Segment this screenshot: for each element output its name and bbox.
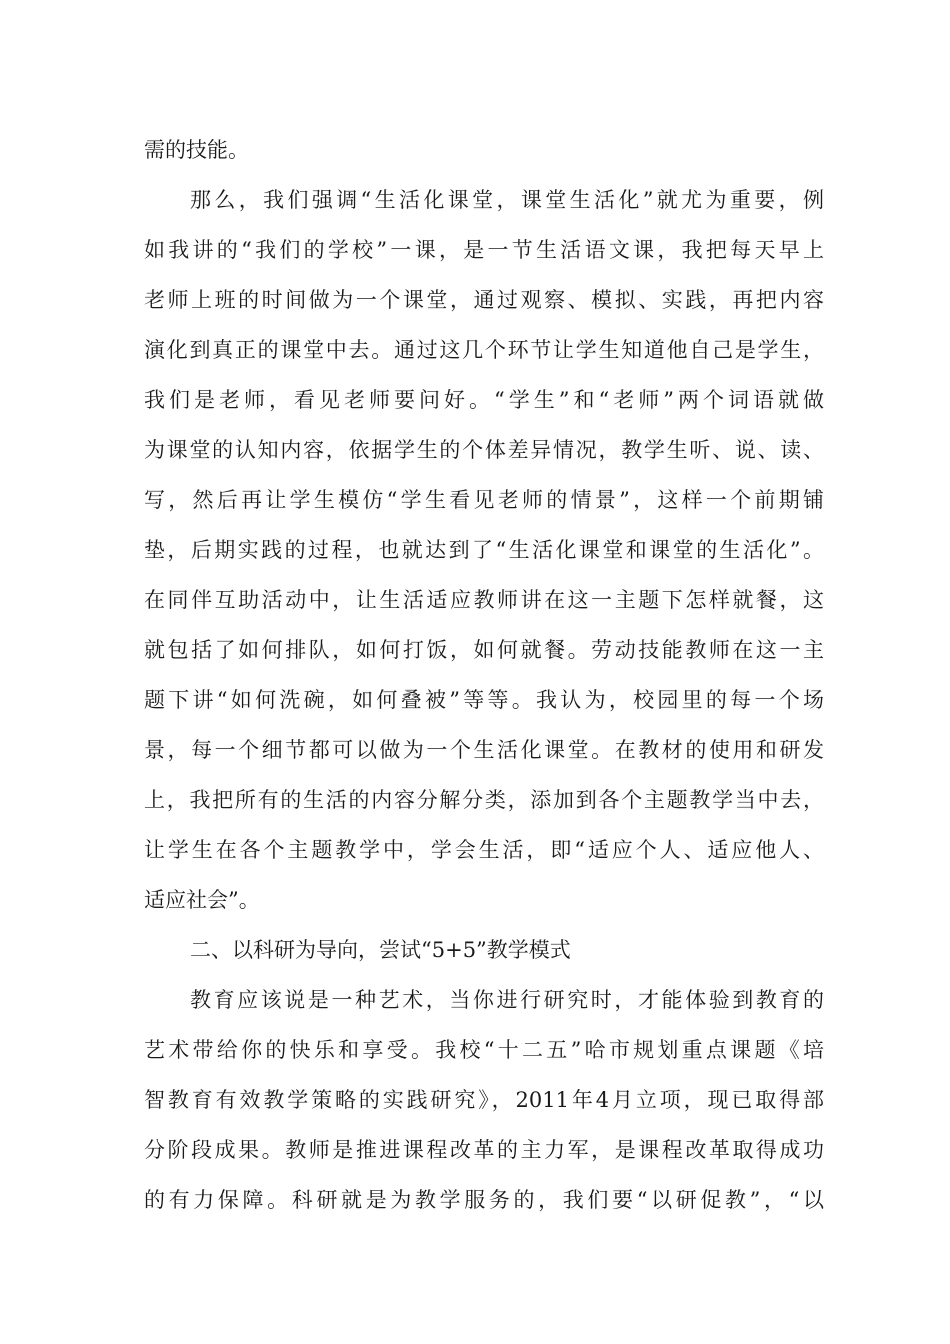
text-line: 老师上班的时间做为一个课堂，通过观察、模拟、实践，再把内容: [144, 288, 824, 312]
text-line: 需的技能。: [144, 138, 249, 162]
text-line: 垫，后期实践的过程，也就达到了“生活化课堂和课堂的生活化”。: [144, 538, 824, 562]
text-line: 上，我把所有的生活的内容分解分类，添加到各个主题教学当中去，: [144, 788, 824, 812]
text-line: 如我讲的“我们的学校”一课，是一节生活语文课，我把每天早上: [144, 238, 824, 262]
text-line: 的有力保障。科研就是为教学服务的，我们要“以研促教”，“以: [144, 1188, 824, 1212]
text-line: 题下讲“如何洗碗，如何叠被”等等。我认为，校园里的每一个场: [144, 688, 824, 712]
text-line: 景，每一个细节都可以做为一个生活化课堂。在教材的使用和研发: [144, 738, 824, 762]
text-line: 分阶段成果。教师是推进课程改革的主力军，是课程改革取得成功: [144, 1138, 824, 1162]
text-line: 写，然后再让学生模仿“学生看见老师的情景”，这样一个前期铺: [144, 488, 824, 512]
text-line: 就包括了如何排队，如何打饭，如何就餐。劳动技能教师在这一主: [144, 638, 824, 662]
text-line: 为课堂的认知内容，依据学生的个体差异情况，教学生听、说、读、: [144, 438, 824, 462]
text-line: 适应社会”。: [144, 888, 260, 912]
text-line: 在同伴互助活动中，让生活适应教师讲在这一主题下怎样就餐，这: [144, 588, 824, 612]
text-line: 演化到真正的课堂中去。通过这几个环节让学生知道他自己是学生，: [144, 338, 824, 362]
text-line: 教育应该说是一种艺术，当你进行研究时，才能体验到教育的: [190, 988, 824, 1012]
text-line: 让学生在各个主题教学中，学会生活，即“适应个人、适应他人、: [144, 838, 824, 862]
text-line: 我们是老师，看见老师要问好。“学生”和“老师”两个词语就做: [144, 388, 824, 412]
text-line: 智教育有效教学策略的实践研究》，2011年4月立项，现已取得部: [144, 1088, 824, 1112]
section-heading: 二、以科研为导向，尝试“5+5”教学模式: [190, 938, 571, 962]
text-line: 那么，我们强调“生活化课堂，课堂生活化”就尤为重要，例: [190, 188, 824, 212]
text-line: 艺术带给你的快乐和享受。我校“十二五”哈市规划重点课题《培: [144, 1038, 824, 1062]
